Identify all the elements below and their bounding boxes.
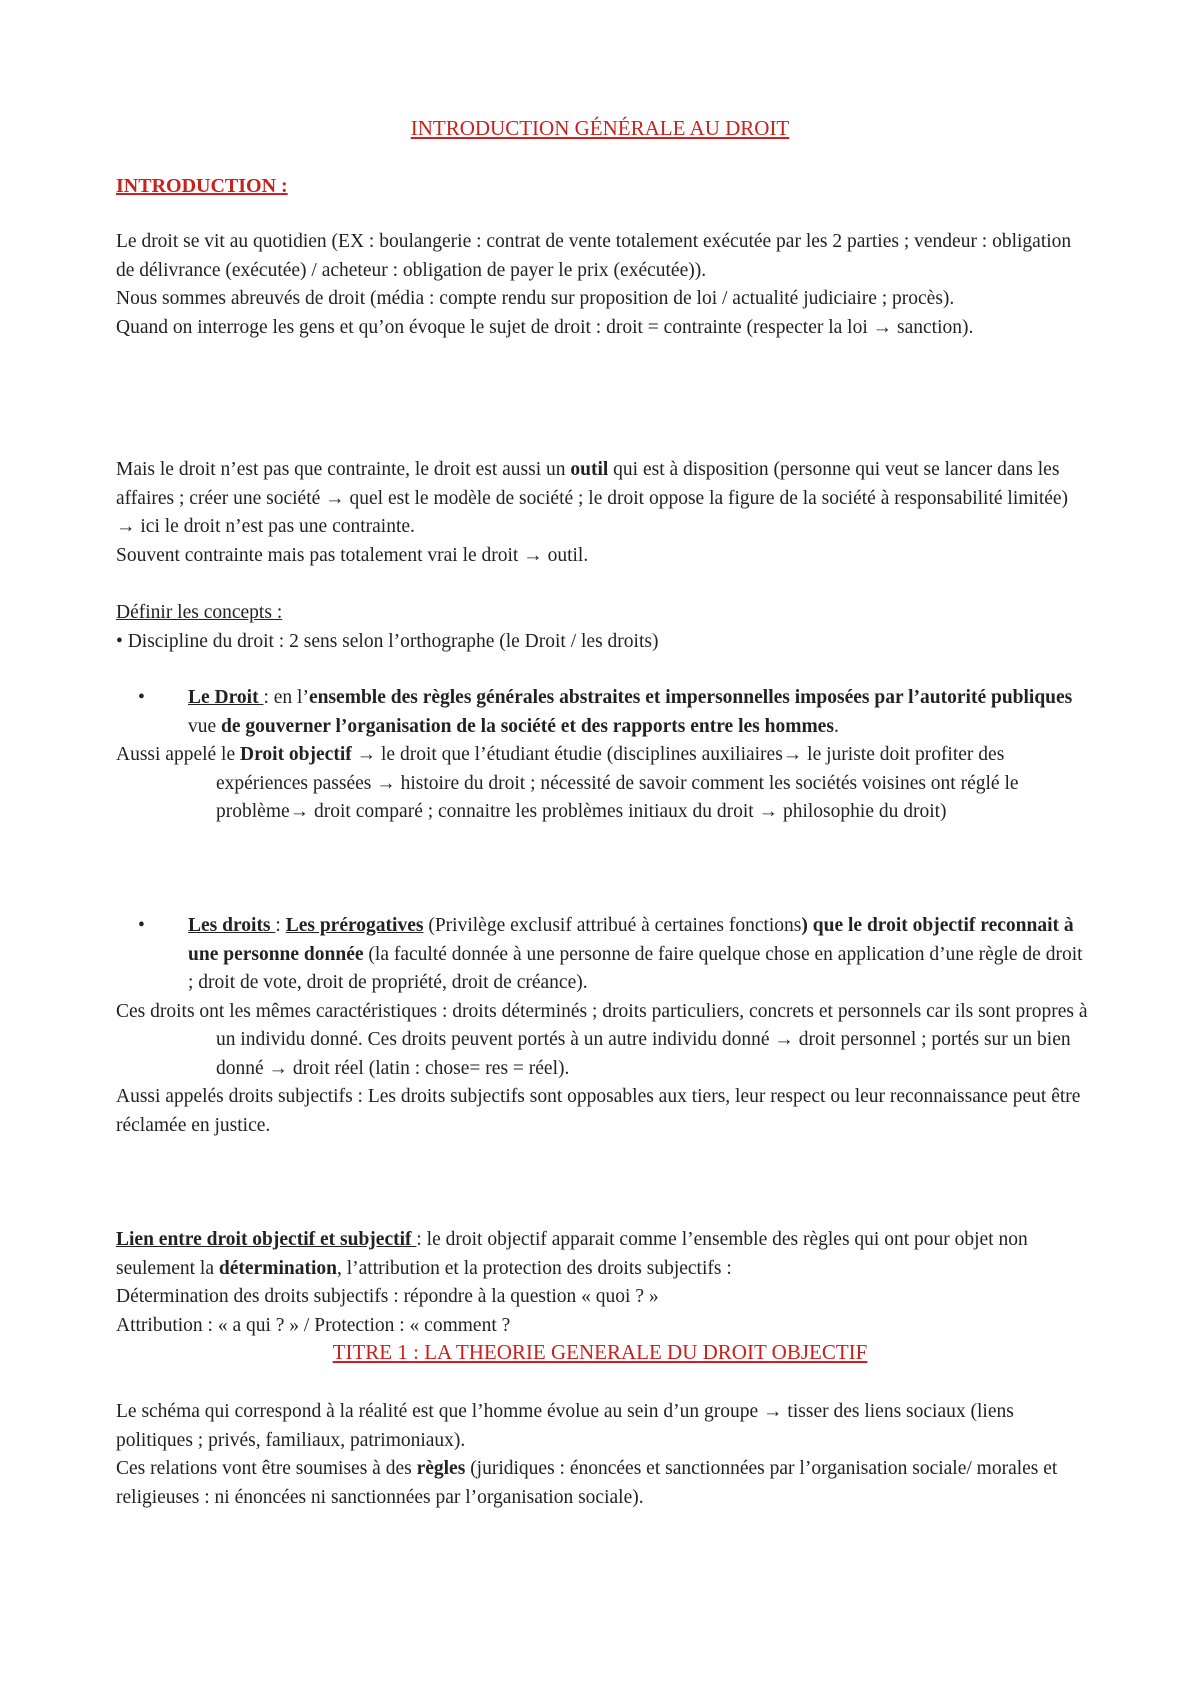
titre-1-heading: TITRE 1 : LA THEORIE GENERALE DU DROIT OBJECTIF — [332, 1340, 868, 1364]
droits-subjectifs-section — [116, 912, 1091, 1140]
concepts-section — [116, 599, 1091, 656]
droit-objectif-paragraph: Aussi appelé le Droit objectif → le droit que l’étudiant étudie (disciplines auxiliaires→ le juriste doit profiter des expériences passées → histoire du droit ; nécessité de savoir comment les sociétés voisines ont réglé le problème→ droit comparé ; connaitre les problèmes initiaux du droit → philosophie du droit) — [116, 744, 1019, 822]
intro-line-3: Quand on interroge les gens et qu’on évoque le sujet de droit : droit = contrainte (respecter la loi → sanction). — [116, 316, 974, 338]
list-item: • Le Droit : en l’ensemble des règles générales abstraites et impersonnelles imposées par l’autorité publiques vue de gouverner l’organisation de la société et des rapports entre les hommes. — [116, 684, 1091, 741]
droits-label: Les droits — [188, 915, 276, 936]
intro-heading: INTRODUCTION : — [116, 175, 288, 197]
droit-objectif-section — [116, 684, 1091, 827]
lien-section: Lien entre droit objectif et subjectif : le droit objectif apparait comme l’ensemble des règles qui ont pour objet non seulement la détermination, l’attribution et la protection des droits subjectifs : Détermination des droits subjectifs : répondre à la question « quoi ? » Attribution : « a qui ? » / Protection : « comment ? — [116, 1226, 1091, 1340]
bullet-icon: • — [138, 915, 145, 936]
lien-line-3: Attribution : « a qui ? » / Protection : « comment ? — [116, 1314, 511, 1336]
final-paragraph-2: Ces relations vont être soumises à des règles (juridiques : énoncées et sanctionnées par l’organisation sociale/ morales et religieuses : ni énoncées ni sanctionnées par l’organisation sociale). — [116, 1458, 1058, 1508]
final-section — [116, 1398, 1091, 1512]
intro-paragraphs — [116, 228, 1091, 342]
droits-characteristics: Ces droits ont les mêmes caractéristiques : droits déterminés ; droits particuliers, concrets et personnels car ils sont propres à un individu donné. Ces droits peuvent portés à un autre individu donné → droit personnel ; portés sur un bien donné → droit réel (latin : chose= res = réel). — [116, 1000, 1088, 1079]
prerogatives-label: Les prérogatives — [285, 915, 424, 936]
lien-label: Lien entre droit objectif et subjectif — [116, 1229, 417, 1250]
intro-line-1: Le droit se vit au quotidien (EX : boulangerie : contrat de vente totalement exécutée par les 2 parties ; vendeur : obligation de délivrance (exécutée) / acheteur : obligation de payer le prix (exécutée)). — [116, 231, 1072, 281]
intro-line-2: Nous sommes abreuvés de droit (média : compte rendu sur proposition de loi / actualité judiciaire ; procès). — [116, 288, 955, 309]
document-title: INTRODUCTION GÉNÉRALE AU DROIT — [410, 116, 790, 140]
droits-subjectifs-paragraph: Aussi appelés droits subjectifs : Les droits subjectifs sont opposables aux tiers, leur respect ou leur reconnaissance peut être réclamée en justice. — [116, 1086, 1081, 1136]
outil-bold: outil — [570, 459, 609, 480]
final-paragraph-1: Le schéma qui correspond à la réalité est que l’homme évolue au sein d’un groupe → tisser des liens sociaux (liens politiques ; privés, familiaux, patrimoniaux). — [116, 1401, 1014, 1451]
lien-line-2: Détermination des droits subjectifs : répondre à la question « quoi ? » — [116, 1286, 659, 1307]
bullet-icon: • — [138, 687, 145, 708]
droit-label: Le Droit — [188, 687, 264, 708]
concepts-heading: Définir les concepts : — [116, 602, 283, 623]
list-item: • Les droits : Les prérogatives (Privilège exclusif attribué à certaines fonctions) que le droit objectif reconnait à une personne donnée (la faculté donnée à une personne de faire quelque chose en application d’une règle de droit ; droit de vote, droit de propriété, droit de créance). — [116, 912, 1091, 998]
outil-paragraph: Mais le droit n’est pas que contrainte, le droit est aussi un outil qui est à disposition (personne qui veut se lancer dans les affaires ; créer une société → quel est le modèle de société ; le droit oppose la figure de la société à responsabilité limitée) → ici le droit n’est pas une contrainte. Souvent contrainte mais pas totalement vrai le droit → outil. — [116, 456, 1091, 570]
outil-summary: Souvent contrainte mais pas totalement vrai le droit → outil. — [116, 544, 589, 566]
concepts-line: • Discipline du droit : 2 sens selon l’orthographe (le Droit / les droits) — [116, 630, 659, 652]
